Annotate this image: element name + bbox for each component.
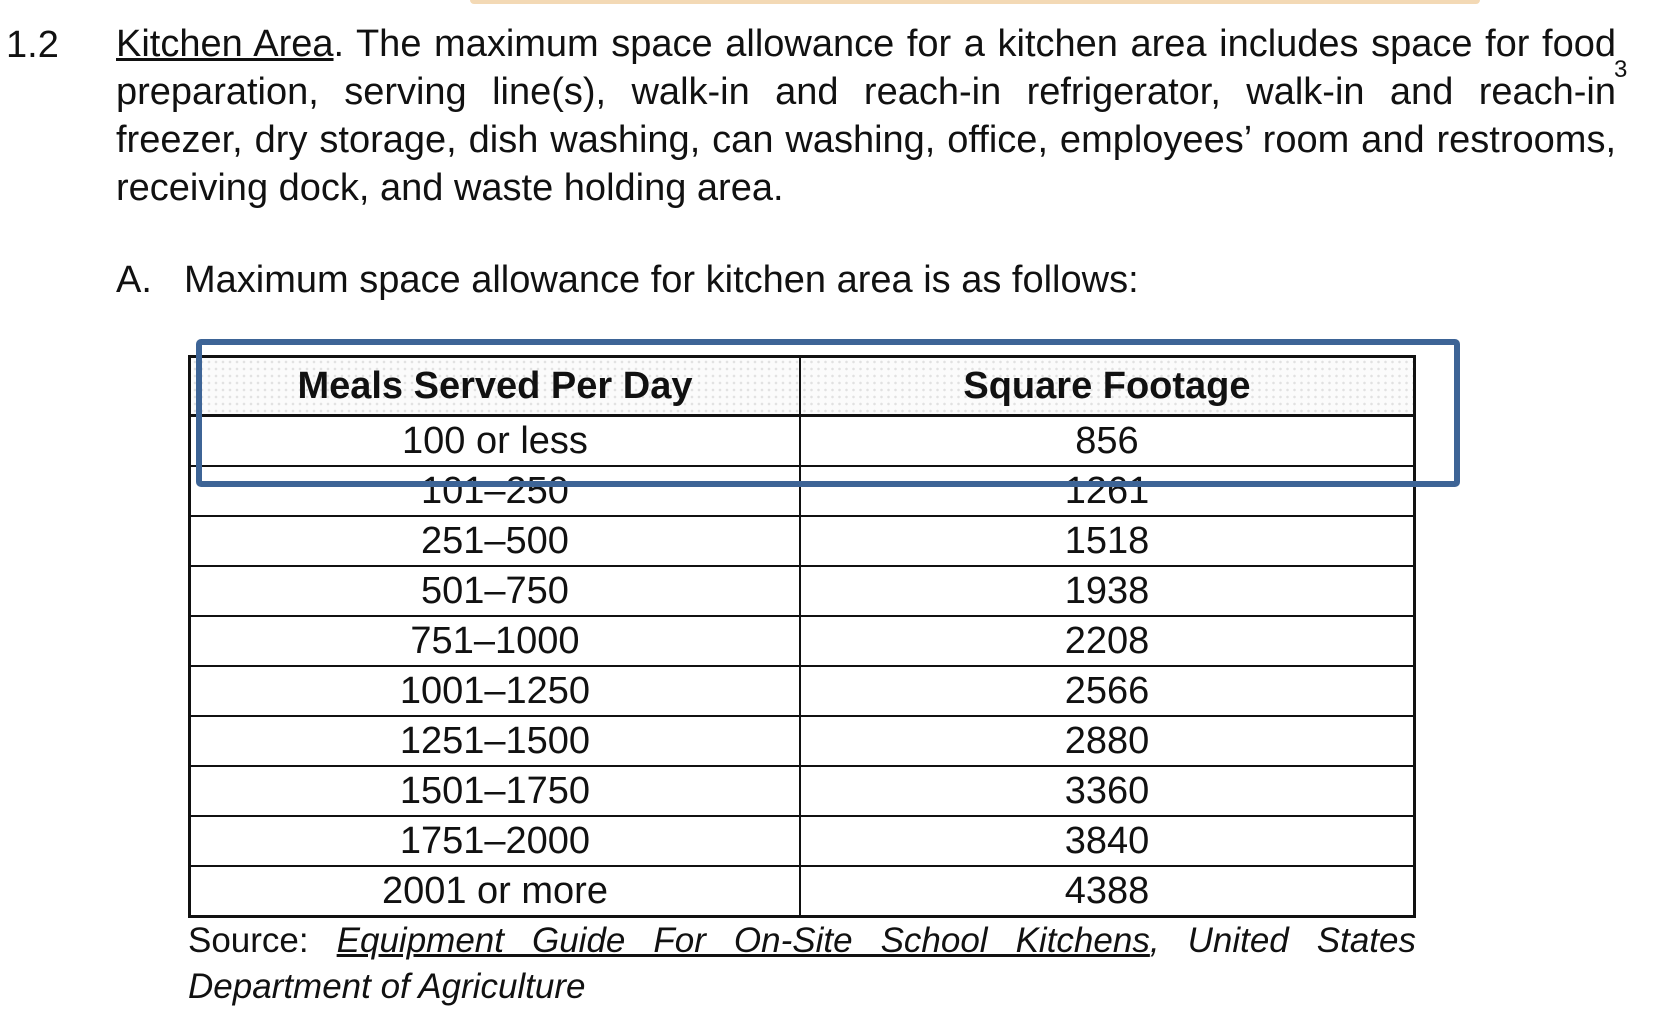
cell-square-footage: 1518 [800, 516, 1415, 566]
subsection-a [116, 256, 1139, 304]
subsection-letter: A. [116, 259, 152, 301]
cell-meals-served: 1751–2000 [190, 816, 800, 866]
header-meals-served: Meals Served Per Day [190, 357, 800, 416]
section-paragraph [116, 20, 1616, 212]
table-row [190, 766, 1415, 816]
table-row [190, 866, 1415, 917]
cell-square-footage: 856 [800, 416, 1415, 467]
cell-square-footage: 4388 [800, 866, 1415, 917]
table-row [190, 666, 1415, 716]
source-rest: , United States Department of Agriculture [188, 921, 1416, 1006]
section-body: The maximum space allowance for a kitchen area includes space for food preparation, serving line(s), walk-in and reach-in refrigerator, walk-in and reach-in freezer, dry storage, dish washing, can washing, office, employees’ room and restrooms, receiving dock, and waste holding area. [116, 23, 1616, 209]
source-note [188, 918, 1416, 1010]
cell-meals-served: 101–250 [190, 466, 800, 516]
cell-square-footage: 3360 [800, 766, 1415, 816]
section-heading-suffix: . [333, 23, 345, 65]
table-row [190, 416, 1415, 467]
cell-square-footage: 2880 [800, 716, 1415, 766]
section-number: 1.2 [6, 24, 59, 66]
cell-meals-served: 251–500 [190, 516, 800, 566]
cell-square-footage: 3840 [800, 816, 1415, 866]
table-row [190, 516, 1415, 566]
cell-meals-served: 1001–1250 [190, 666, 800, 716]
header-square-footage: Square Footage [800, 357, 1415, 416]
table-header-row [190, 357, 1415, 416]
section-heading: Kitchen Area [116, 23, 334, 65]
cell-square-footage: 1261 [800, 466, 1415, 516]
source-title: Equipment Guide For On-Site School Kitchens [336, 921, 1150, 960]
space-allowance-table [188, 355, 1416, 918]
cell-square-footage: 2208 [800, 616, 1415, 666]
table-row [190, 566, 1415, 616]
table-row [190, 816, 1415, 866]
footnote-mark: 3 [1614, 56, 1628, 83]
table-body [190, 416, 1415, 917]
table-row [190, 716, 1415, 766]
cell-meals-served: 2001 or more [190, 866, 800, 917]
cell-meals-served: 1501–1750 [190, 766, 800, 816]
cell-meals-served: 1251–1500 [190, 716, 800, 766]
table-row [190, 466, 1415, 516]
cell-meals-served: 751–1000 [190, 616, 800, 666]
source-label: Source: [188, 921, 337, 960]
subsection-text: Maximum space allowance for kitchen area is as follows: [184, 259, 1139, 301]
cell-square-footage: 2566 [800, 666, 1415, 716]
cell-meals-served: 501–750 [190, 566, 800, 616]
top-rule [470, 0, 1480, 4]
cell-meals-served: 100 or less [190, 416, 800, 467]
table-row [190, 616, 1415, 666]
cell-square-footage: 1938 [800, 566, 1415, 616]
